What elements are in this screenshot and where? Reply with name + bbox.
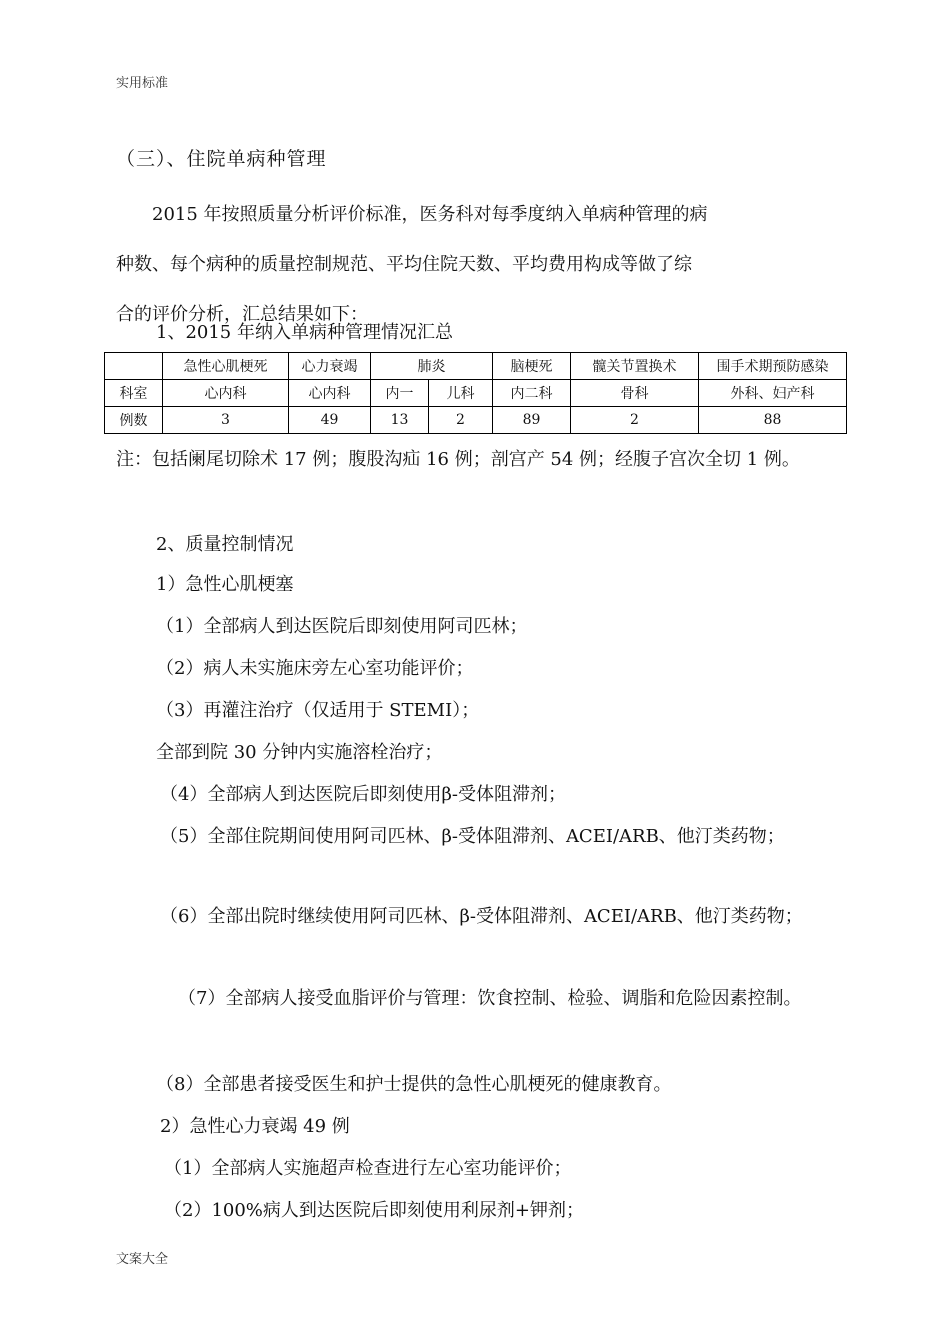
table-header-cell: 急性心肌梗死 [163,353,289,380]
hf-title: 2）急性心力衰竭 49 例 [160,1116,350,1137]
hf-item-1: （1）全部病人实施超声检查进行左心室功能评价； [164,1158,572,1179]
page-footer: 文案大全 [116,1252,169,1267]
ami-item-8: （8）全部患者接受医生和护士提供的急性心肌梗死的健康教育。 [156,1074,672,1095]
table-header-cell: 心力衰竭 [289,353,371,380]
table-cell: 2 [571,407,699,434]
table-title: 1、2015 年纳入单病种管理情况汇总 [156,322,453,343]
ami-item-3-detail: 全部到院 30 分钟内实施溶栓治疗； [156,742,443,763]
table-cell: 内二科 [493,380,571,407]
table-cell: 13 [371,407,429,434]
ami-item-3: （3）再灌注治疗（仅适用于 STEMI）； [156,700,480,721]
table-note: 注：包括阑尾切除术 17 例；腹股沟疝 16 例；剖宫产 54 例；经腹子宫次全切 1 例。 [116,449,800,470]
table-cell: 2 [429,407,493,434]
section-title: （三）、住院单病种管理 [116,148,327,170]
ami-item-2: （2）病人未实施床旁左心室功能评价； [156,658,474,679]
table-cell: 49 [289,407,371,434]
ami-item-4: （4）全部病人到达医院后即刻使用β-受体阻滞剂； [160,784,566,805]
ami-item-6: （6）全部出院时继续使用阿司匹林、β-受体阻滞剂、ACEI/ARB、他汀类药物； [160,906,803,927]
table-cell: 心内科 [163,380,289,407]
table-cell: 骨科 [571,380,699,407]
hf-item-2: （2）100%病人到达医院后即刻使用利尿剂+钾剂； [164,1200,584,1221]
ami-item-7: （7）全部病人接受血脂评价与管理：饮食控制、检验、调脂和危险因素控制。 [178,988,802,1009]
table-row [105,380,847,407]
table-cell: 心内科 [289,380,371,407]
table-row [105,407,847,434]
intro-line-1: 2015 年按照质量分析评价标准，医务科对每季度纳入单病种管理的病 [152,204,708,225]
table-header-cell: 脑梗死 [493,353,571,380]
row-label: 例数 [105,407,163,434]
table-cell: 内一 [371,380,429,407]
row-label: 科室 [105,380,163,407]
intro-line-2: 种数、每个病种的质量控制规范、平均住院天数、平均费用构成等做了综 [116,254,692,275]
intro-line-3: 合的评价分析，汇总结果如下： [116,304,368,325]
table-header-row [105,353,847,380]
ami-item-1: （1）全部病人到达医院后即刻使用阿司匹林； [156,616,528,637]
disease-summary-table [104,352,847,434]
table-header-cell: 围手术期预防感染 [699,353,847,380]
table-cell [105,353,163,380]
table-header-cell: 髋关节置换术 [571,353,699,380]
ami-item-5: （5）全部住院期间使用阿司匹林、β-受体阻滞剂、ACEI/ARB、他汀类药物； [160,826,785,847]
ami-title: 1）急性心肌梗塞 [156,574,294,595]
table-cell: 88 [699,407,847,434]
qc-title: 2、质量控制情况 [156,534,294,555]
table-cell: 3 [163,407,289,434]
table-cell: 外科、妇产科 [699,380,847,407]
page-header: 实用标准 [116,76,169,91]
table-cell: 89 [493,407,571,434]
table-header-cell: 肺炎 [371,353,493,380]
table-cell: 儿科 [429,380,493,407]
